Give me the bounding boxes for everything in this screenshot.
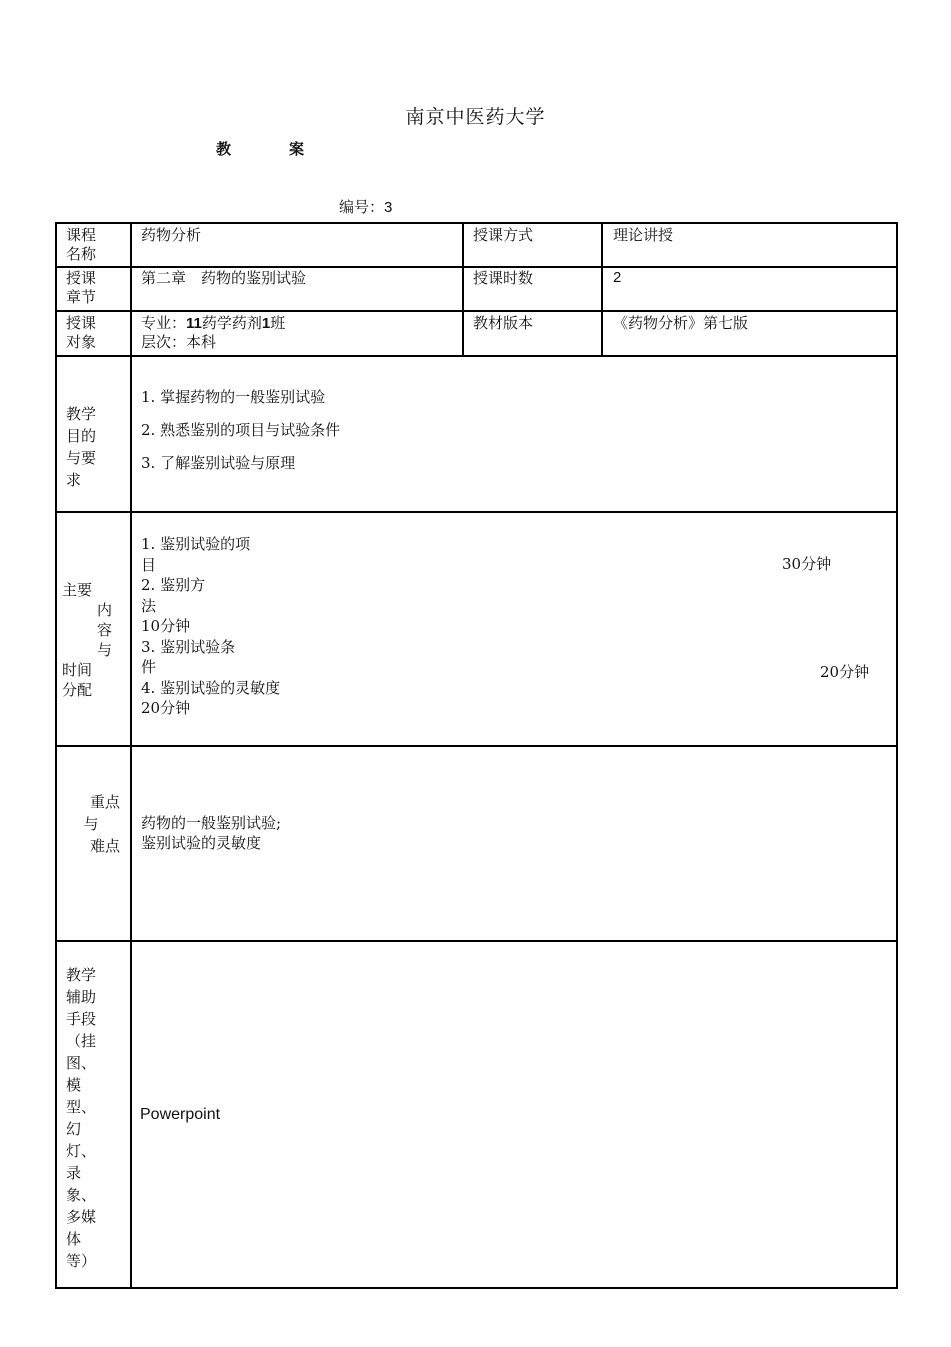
document-number-label: 编号： bbox=[339, 198, 385, 216]
content-line: 4. 鉴别试验的灵敏度 bbox=[141, 678, 281, 697]
content-time-3: 20分钟 bbox=[820, 663, 870, 681]
document-type-char-1: 教 bbox=[216, 140, 234, 158]
content-time-1: 30分钟 bbox=[782, 555, 832, 573]
aids-value: Powerpoint bbox=[140, 1106, 221, 1123]
content-line: 1. 鉴别试验的项 bbox=[141, 535, 251, 553]
chapter-label: 授课 章节 bbox=[66, 269, 97, 306]
chapter-value: 第二章 药物的鉴别试验 bbox=[141, 269, 307, 287]
objective-item: 2. 熟悉鉴别的项目与试验条件 bbox=[141, 421, 341, 439]
content-line: 10分钟 bbox=[141, 617, 191, 635]
document-number bbox=[339, 196, 392, 217]
keypoints-label: 重点 与 难点 bbox=[83, 793, 120, 855]
aids-label: 教学 辅助 手段 （挂 图、 模 型、 幻 灯、 录 象、 多媒 体 等） bbox=[66, 966, 97, 1270]
objective-item: 3. 了解鉴别试验与原理 bbox=[141, 454, 296, 472]
document-type bbox=[216, 138, 306, 159]
document-type-char-2: 案 bbox=[289, 140, 307, 158]
content-list bbox=[141, 534, 280, 719]
audience-label: 授课 对象 bbox=[66, 314, 97, 351]
keypoint-item: 鉴别试验的灵敏度 bbox=[141, 834, 262, 852]
content-line: 目 bbox=[141, 555, 157, 574]
course-name-label: 课程 名称 bbox=[66, 226, 97, 263]
content-line: 3. 鉴别试验条 bbox=[141, 637, 236, 656]
objectives-label: 教学 目的 与要 求 bbox=[66, 405, 97, 489]
textbook-label: 教材版本 bbox=[473, 314, 534, 332]
content-line: 2. 鉴别方 bbox=[141, 576, 206, 594]
content-line: 20分钟 bbox=[141, 699, 191, 717]
university-title: 南京中医药大学 bbox=[405, 106, 546, 128]
content-label: 主要 内 容 与 时间 分配 bbox=[62, 581, 112, 699]
hours-label: 授课时数 bbox=[473, 269, 534, 287]
audience-major: 专业：11药学药剂1班 bbox=[141, 314, 286, 332]
keypoints-list bbox=[141, 813, 281, 853]
textbook-value: 《药物分析》第七版 bbox=[613, 314, 749, 332]
hours-value: 2 bbox=[613, 269, 622, 286]
objectives-list bbox=[141, 381, 340, 480]
audience-value bbox=[141, 314, 285, 352]
content-line: 法 bbox=[141, 596, 157, 615]
teaching-method-label: 授课方式 bbox=[473, 226, 534, 244]
teaching-method-value: 理论讲授 bbox=[613, 226, 674, 244]
content-line: 件 bbox=[141, 658, 157, 676]
objective-item: 1. 掌握药物的一般鉴别试验 bbox=[141, 388, 326, 406]
course-name-value: 药物分析 bbox=[141, 226, 202, 244]
keypoint-item: 药物的一般鉴别试验; bbox=[141, 814, 282, 832]
audience-level: 层次：本科 bbox=[141, 333, 217, 351]
document-number-value: 3 bbox=[384, 199, 393, 216]
